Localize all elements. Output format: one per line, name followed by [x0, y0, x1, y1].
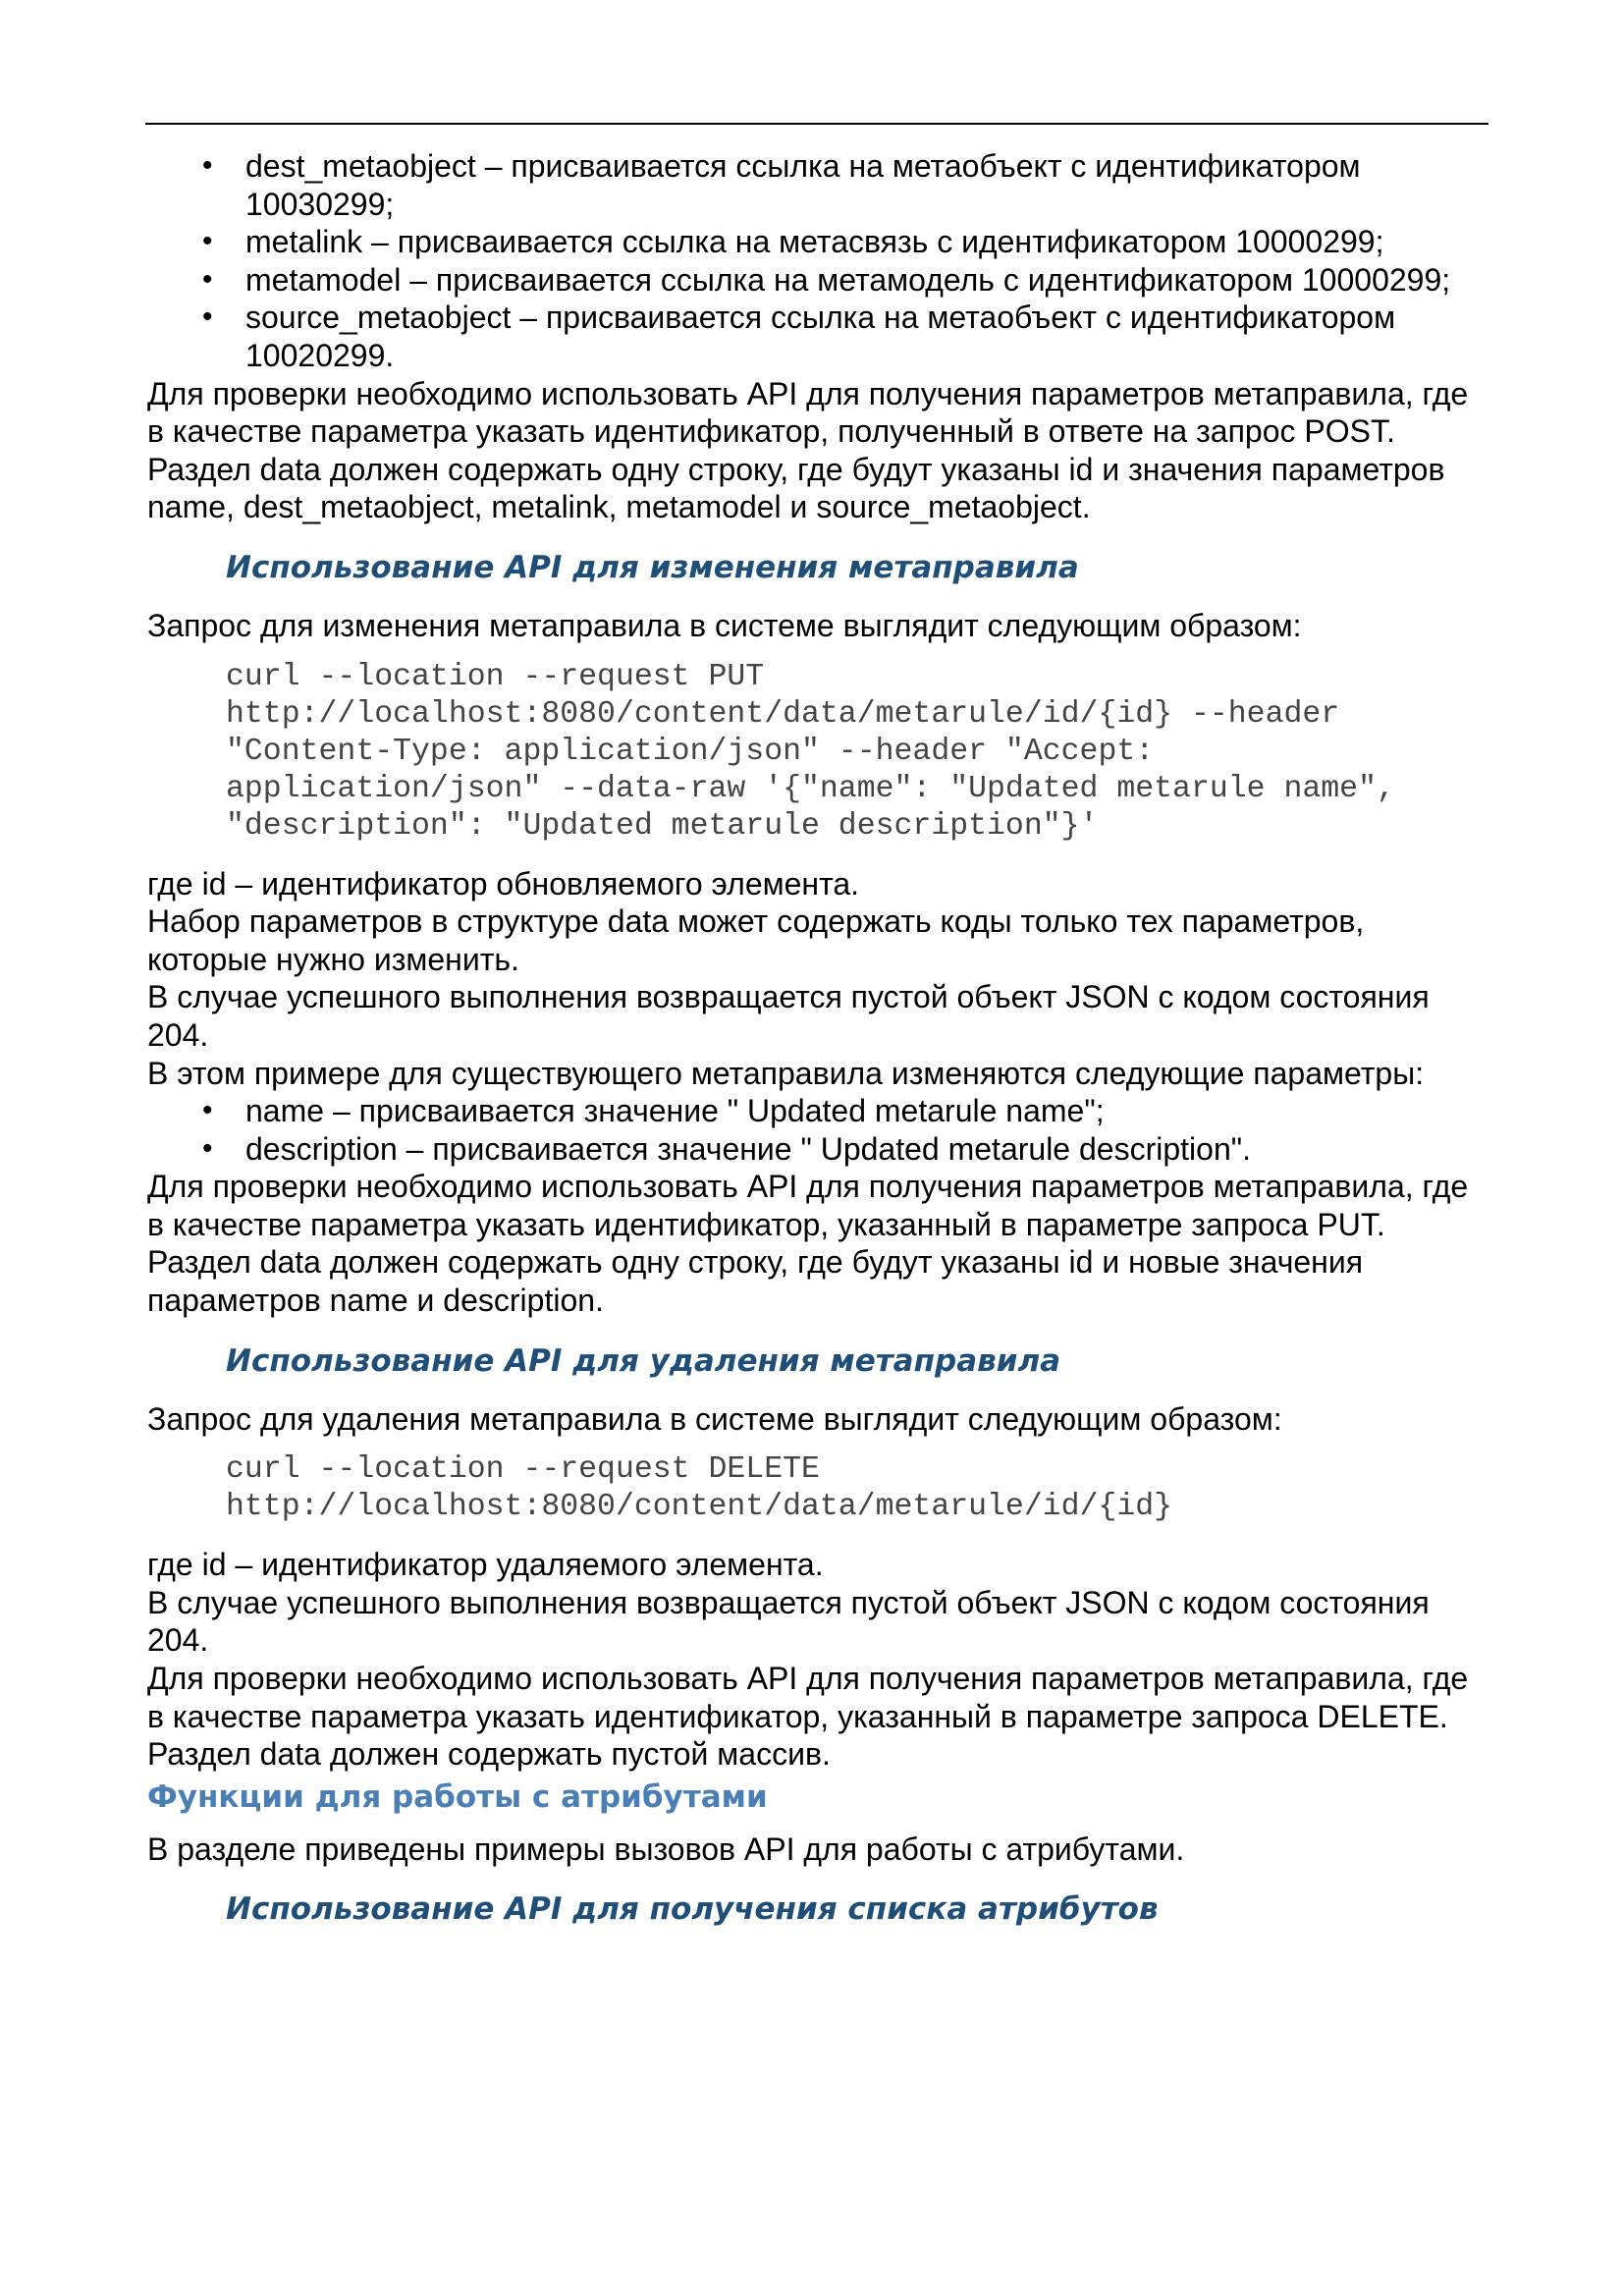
heading-attributes-functions: Функции для работы с атрибутами [147, 1778, 768, 1815]
heading-delete-metarule: Использование API для удаления метаправила [226, 1342, 1061, 1379]
paragraph-delete-intro: Запрос для удаления метаправила в системе выглядит следующим образом: [147, 1400, 1282, 1437]
heading-attributes-list: Использование API для получения списка атрибутов [226, 1891, 1159, 1928]
paragraph-update-example: В этом примере для существующего метаправила изменяются следующие параметры: [147, 1055, 1425, 1091]
document-body [147, 147, 1490, 1948]
paragraph-update-params: Набор параметров в структуре data может содержать коды только тех параметров, которые нужно изменить. [147, 903, 1365, 977]
paragraph-delete-data: Раздел data должен содержать пустой массив. [147, 1736, 831, 1773]
list-item: • metamodel – присваивается ссылка на метамодель с идентификатором 10000299; [147, 261, 1490, 300]
list-item: • metalink – присваивается ссылка на метасвязь с идентификатором 10000299; [147, 223, 1490, 261]
list-item: • name – присваивается значение " Updated metarule name"; [147, 1092, 1490, 1130]
paragraph-update-id: где id – идентификатор обновляемого элемента. [147, 865, 860, 902]
paragraph-update-check: Для проверки необходимо использовать API для получения параметров метаправила, где в качестве параметра указать идентификатор, указанный в параметре запроса PUT. [147, 1169, 1469, 1242]
code-block-put: curl --location --request PUT http://localhost:8080/content/data/metarule/id/{id} --header "Content-Type: application/json" --header "Accept: application/json" --data-raw '{"name": "Updated metarule name", "description": "Updated metarule description"}' [226, 659, 1395, 844]
paragraph-check-post: Для проверки необходимо использовать API для получения параметров метаправила, где в качестве параметра указать идентификатор, полученный в ответе на запрос POST. [147, 375, 1469, 450]
code-block-delete: curl --location --request DELETE http://localhost:8080/content/data/metarule/id/{id} [226, 1452, 1173, 1525]
bullet-list-top [147, 147, 1490, 375]
paragraph-update-success: В случае успешного выполнения возвращается пустой объект JSON с кодом состояния 204. [147, 979, 1430, 1053]
paragraph-delete-id: где id – идентификатор удаляемого элемента. [147, 1547, 824, 1583]
paragraph-data-post: Раздел data должен содержать одну строку, где будут указаны id и значения параметров name, dest_metaobject, metalink, metamodel и source_metaobject. [147, 451, 1445, 525]
header-rule [145, 123, 1488, 125]
list-item: • description – присваивается значение " Updated metarule description". [147, 1130, 1490, 1169]
paragraph-delete-check: Для проверки необходимо использовать API для получения параметров метаправила, где в качестве параметра указать идентификатор, указанный в параметре запроса DELETE. [147, 1661, 1469, 1734]
paragraph-delete-success: В случае успешного выполнения возвращается пустой объект JSON с кодом состояния 204. [147, 1584, 1430, 1659]
paragraph-update-intro: Запрос для изменения метаправила в системе выглядит следующим образом: [147, 607, 1302, 643]
paragraph-update-data: Раздел data должен содержать одну строку, где будут указаны id и новые значения параметров name и description. [147, 1244, 1364, 1319]
list-item: • dest_metaobject – присваивается ссылка на метаобъект с идентификатором 10030299; [147, 147, 1490, 223]
bullet-list-update [147, 1092, 1490, 1168]
list-item: • source_metaobject – присваивается ссылка на метаобъект с идентификатором 10020299. [147, 299, 1490, 374]
heading-update-metarule: Использование API для изменения метаправила [226, 549, 1079, 585]
paragraph-attributes-intro: В разделе приведены примеры вызовов API для работы с атрибутами. [147, 1831, 1185, 1867]
